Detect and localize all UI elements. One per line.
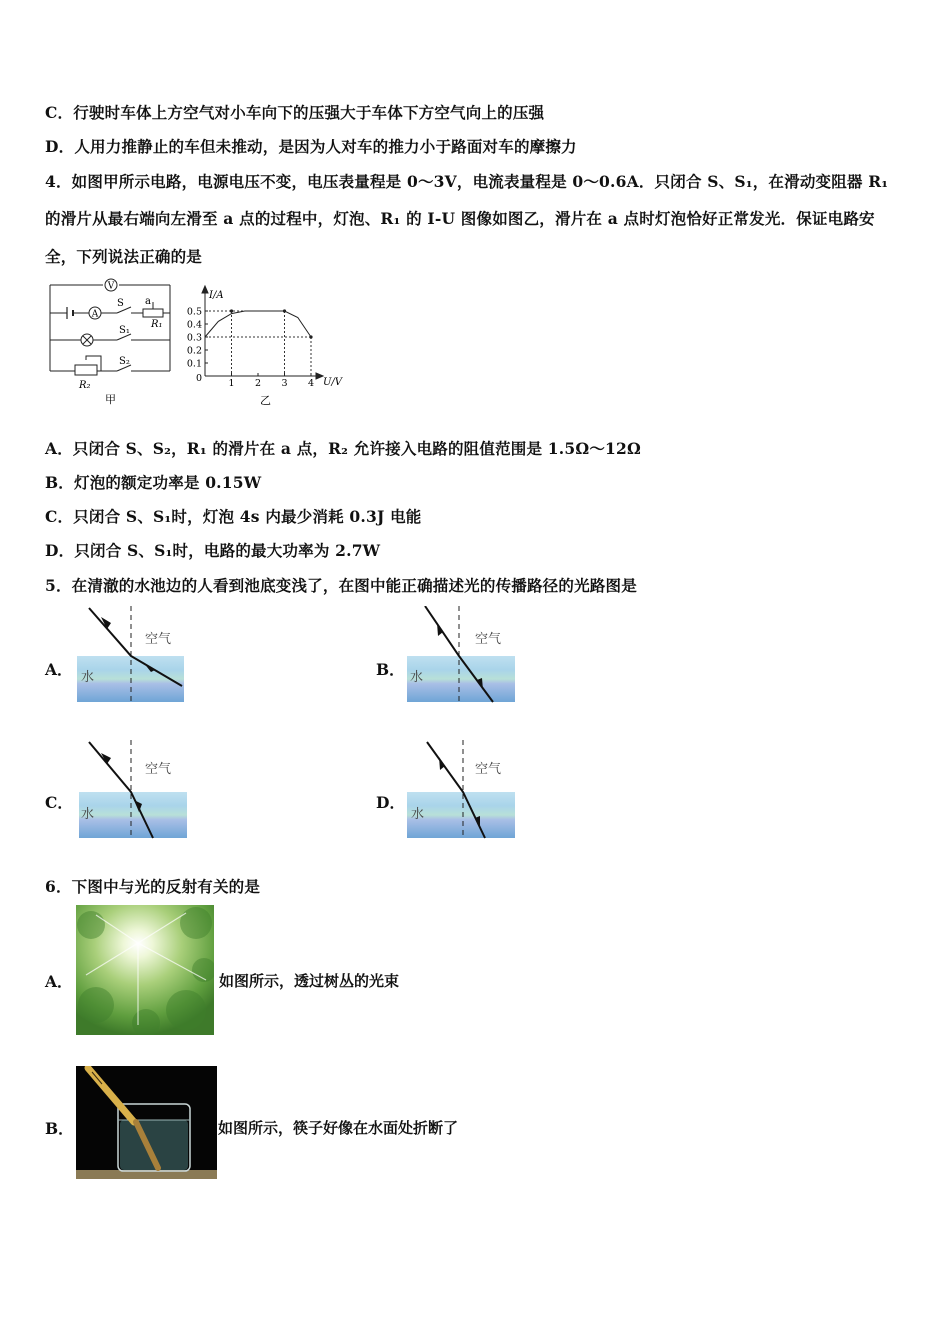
q4-option-a: A．只闭合 S、S₂，R₁ 的滑片在 a 点，R₂ 允许接入电路的阻值范围是 1.5Ω～12Ω (45, 439, 641, 458)
q4-option-b: B．灯泡的额定功率是 0.15W (45, 473, 262, 492)
q5-option-b-diagram[interactable] (405, 606, 517, 704)
switch-s-label: S (117, 298, 124, 309)
q6-option-b-chopstick-image[interactable] (76, 1066, 217, 1179)
q5-option-a-label: A． (45, 660, 73, 679)
x-tick-label: 2 (254, 378, 262, 389)
q6-option-b-label: B． (45, 1119, 74, 1138)
iu-graph (180, 282, 350, 408)
q6-option-b-text: 如图所示，筷子好像在水面处折断了 (218, 1119, 459, 1137)
r1-label: R₁ (151, 319, 163, 330)
q5-option-d-diagram[interactable] (405, 740, 517, 840)
air-label: 空气 (475, 762, 502, 777)
x-tick-label: 3 (281, 378, 288, 389)
q6-option-a-forest-image[interactable] (76, 905, 214, 1035)
data-point (283, 309, 286, 312)
graph-caption: 乙 (260, 394, 271, 407)
y-tick-label: 0.2 (186, 345, 202, 357)
switch-s2-label: S₂ (119, 356, 130, 367)
q3-option-c: C．行驶时车体上方空气对小车向下的压强大于车体下方空气向上的压强 (45, 103, 545, 122)
r2-label: R₂ (79, 380, 91, 391)
point-a-label: a (145, 296, 151, 307)
water-label: 水 (410, 670, 424, 685)
q5-option-c-diagram[interactable] (77, 740, 189, 840)
q4-stem-line3: 全，下列说法正确的是 (45, 247, 203, 266)
x-axis-arrow-icon (316, 373, 323, 379)
arrow-up-icon (439, 757, 445, 770)
q4-stem-line2: 的滑片从最右端向左滑至 a 点的过程中，灯泡、R₁ 的 I-U 图像如图乙，滑片在 a 点时灯泡恰好正常发光．保证电路安 (45, 209, 875, 228)
y-axis-label: I/A (209, 290, 224, 301)
x-axis-label: U/V (323, 377, 343, 388)
water-label: 水 (81, 670, 95, 685)
voltmeter-label: V (107, 281, 115, 292)
water-label: 水 (81, 807, 95, 822)
q5-stem: 5．在清澈的水池边的人看到池底变浅了，在图中能正确描述光的传播路径的光路图是 (45, 576, 637, 595)
x-tick-label: 1 (228, 378, 235, 389)
q4-stem-line1: 4．如图甲所示电路，电源电压不变，电压表量程是 0～3V，电流表量程是 0～0.6A．只闭合 S、S₁，在滑动变阻器 R₁ (45, 172, 889, 191)
q4-option-c: C．只闭合 S、S₁时，灯泡 4s 内最少消耗 0.3J 电能 (45, 507, 422, 526)
air-label: 空气 (475, 632, 502, 647)
q3-option-d: D．人用力推静止的车但未推动，是因为人对车的推力小于路面对车的摩擦力 (45, 137, 577, 156)
y-tick-label: 0.4 (186, 319, 202, 331)
y-tick-label: 0.5 (186, 306, 202, 318)
air-label: 空气 (145, 632, 172, 647)
q4-option-d: D．只闭合 S、S₁时，电路的最大功率为 2.7W (45, 541, 381, 560)
water-label: 水 (411, 807, 425, 822)
circuit-diagram (45, 276, 175, 406)
q5-option-b-label: B． (376, 660, 405, 679)
q5-option-c-label: C． (45, 793, 73, 812)
q6-option-a-label: A． (45, 972, 73, 991)
data-point (230, 309, 233, 312)
q5-option-d-label: D． (376, 793, 405, 812)
y-axis-arrow-icon (202, 286, 208, 293)
q5-option-a-diagram[interactable] (77, 606, 187, 704)
q6-option-a-text: 如图所示，透过树丛的光束 (219, 972, 400, 990)
switch-s1-label: S₁ (119, 325, 130, 336)
x-tick-label: 4 (307, 378, 315, 389)
origin-label: 0 (196, 373, 203, 384)
data-point (309, 335, 312, 338)
y-tick-label: 0.3 (186, 332, 202, 344)
iu-curve (205, 311, 311, 337)
air-label: 空气 (145, 762, 172, 777)
y-tick-label: 0.1 (186, 358, 202, 370)
ammeter-label: A (91, 309, 99, 320)
circuit-caption: 甲 (105, 393, 116, 406)
q6-stem: 6．下图中与光的反射有关的是 (45, 877, 261, 896)
